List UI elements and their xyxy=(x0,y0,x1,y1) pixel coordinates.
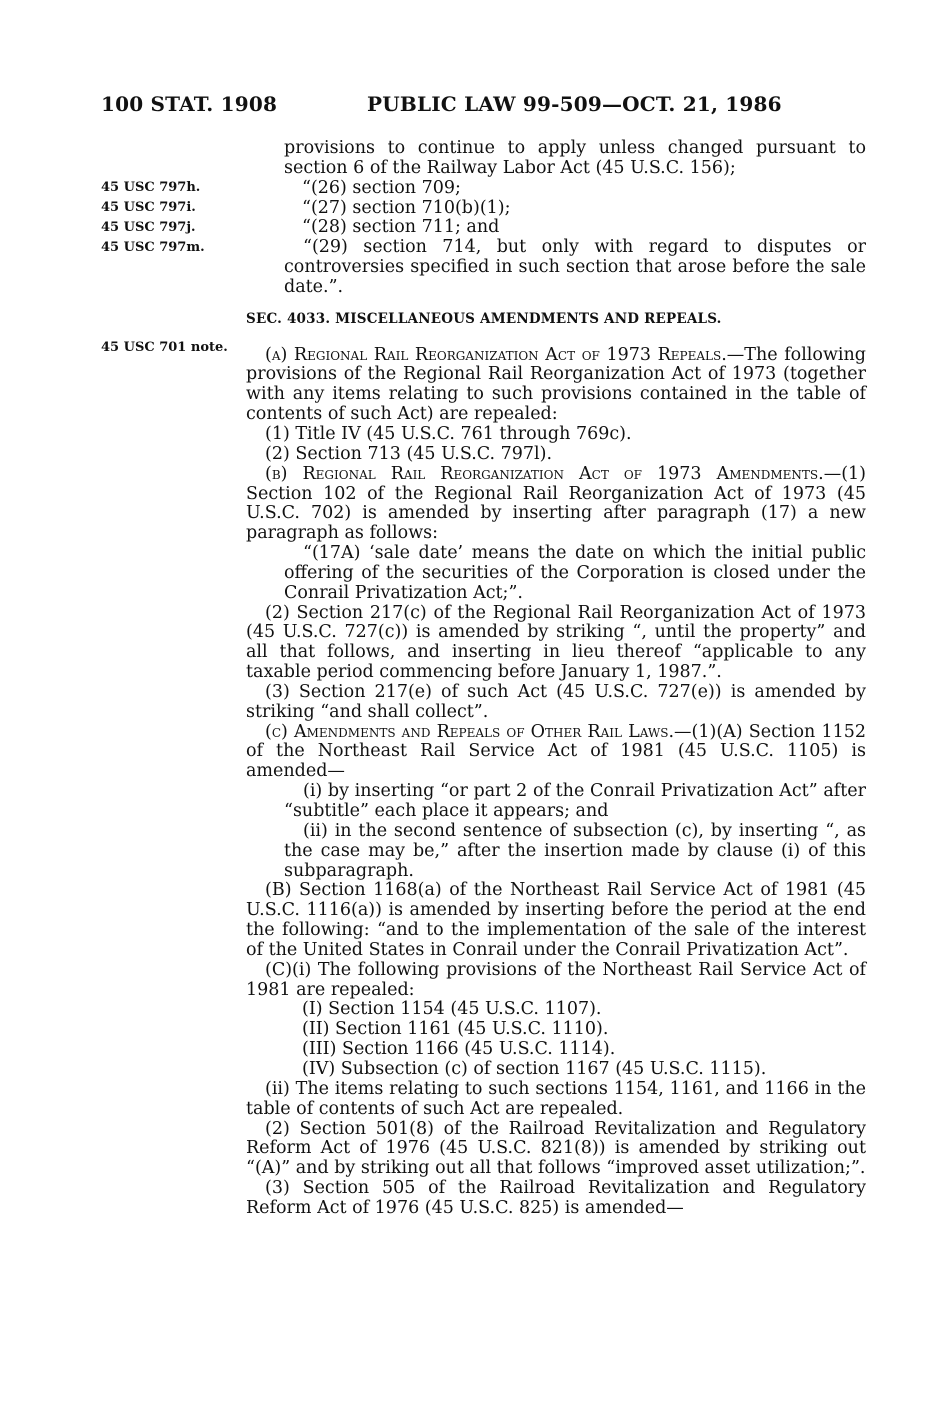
margin-note: 45 USC 797i. xyxy=(101,200,196,215)
section-heading: SEC. 4033. MISCELLANEOUS AMENDMENTS AND REPEALS. xyxy=(246,310,722,327)
subsection-b xyxy=(246,465,866,544)
paragraph: (2) Section 501(8) of the Railroad Revitalization and Regulatory Reform Act of 1976 (45 U.S.C. 821(8)) is amended by striking out “(A)” and by striking out all that follows “improved asset utilization;”. xyxy=(246,1118,866,1179)
paragraph: —(1) Section 102 of the Regional Rail Reorganization Act of 1973 (45 U.S.C. 702) is amended by inserting after paragraph (17) a new paragraph as follows: xyxy=(246,463,866,544)
margin-note: 45 USC 797j. xyxy=(101,220,196,235)
paragraph: “(27) section 710(b)(1); xyxy=(302,197,511,218)
paragraph: (C)(i) The following provisions of the Northeast Rail Service Act of 1981 are repealed: xyxy=(246,959,866,1000)
paragraph: (1) Title IV (45 U.S.C. 761 through 769c). xyxy=(265,423,632,444)
subsection-a xyxy=(246,346,866,425)
law-title: PUBLIC LAW 99-509—OCT. 21, 1986 xyxy=(367,92,782,116)
stat-reference: 100 STAT. 1908 xyxy=(101,92,278,116)
clause: (I) Section 1154 (45 U.S.C. 1107). xyxy=(302,999,602,1020)
paragraph: (2) Section 217(c) of the Regional Rail Reorganization Act of 1973 (45 U.S.C. 727(c)) is amended by striking “, until the property” and all that follows, and inserting in lieu thereof “applicable to any taxable period commencing before January 1, 1987.”. xyxy=(246,602,866,683)
subsection-c xyxy=(246,723,866,783)
margin-note: 45 USC 797m. xyxy=(101,240,205,255)
clause: (II) Section 1161 (45 U.S.C. 1110). xyxy=(302,1019,609,1040)
margin-note: 45 USC 701 note. xyxy=(101,340,228,355)
paragraph: (3) Section 217(e) of such Act (45 U.S.C. 727(e)) is amended by striking “and shall collect”. xyxy=(246,681,866,722)
clause: (i) by inserting “or part 2 of the Conrail Privatization Act” after “subtitle” each place it appears; and xyxy=(284,781,866,821)
quoted-paragraph: “(17A) ‘sale date’ means the date on which the initial public offering of the securities of the Corporation is closed under the Conrail Privatization Act;”. xyxy=(284,543,866,603)
clause: (ii) in the second sentence of subsection (c), by inserting “, as the case may be,” after the insertion made by clause (i) of this subparagraph. xyxy=(284,820,866,881)
paragraph: “(28) section 711; and xyxy=(302,217,500,238)
paragraph: —The following provisions of the Regional Rail Reorganization Act of 1973 (together with any items relating to such provisions contained in the table of contents of such Act) are repealed: xyxy=(246,344,866,425)
paragraph: (3) Section 505 of the Railroad Revitalization and Regulatory Reform Act of 1976 (45 U.S.C. 825) is amended— xyxy=(246,1178,866,1218)
clause: (III) Section 1166 (45 U.S.C. 1114). xyxy=(302,1039,616,1060)
clause: (IV) Subsection (c) of section 1167 (45 U.S.C. 1115). xyxy=(302,1058,767,1079)
paragraph: (2) Section 713 (45 U.S.C. 797l). xyxy=(265,443,553,464)
subsection-heading: (a) Regional Rail Reorganization Act of 1973 Repeals. xyxy=(265,344,727,365)
paragraph: “(26) section 709; xyxy=(302,177,461,198)
paragraph: —(1)(A) Section 1152 of the Northeast Rail Service Act of 1981 (45 U.S.C. 1105) is amended— xyxy=(246,721,867,782)
margin-note: 45 USC 797h. xyxy=(101,180,201,195)
paragraph: (ii) The items relating to such sections 1154, 1161, and 1166 in the table of contents of such Act are repealed. xyxy=(246,1078,866,1119)
body-text xyxy=(246,139,866,1219)
paragraph: provisions to continue to apply unless changed pursuant to section 6 of the Railway Labor Act (45 U.S.C. 156); xyxy=(284,138,866,178)
paragraph: “(29) section 714, but only with regard to disputes or controversies specified in such section that arose before the sale date.”. xyxy=(284,237,866,297)
subsection-heading: (b) Regional Rail Reorganization Act of 1973 Amendments. xyxy=(265,463,824,484)
subsection-heading: (c) Amendments and Repeals of Other Rail Laws. xyxy=(265,721,675,742)
paragraph: (B) Section 1168(a) of the Northeast Rail Service Act of 1981 (45 U.S.C. 1116(a)) is amended by inserting before the period at the end the following: “and to the implementation of the sale of the interest of the United States in Conrail under the Conrail Privatization Act”. xyxy=(246,880,866,960)
